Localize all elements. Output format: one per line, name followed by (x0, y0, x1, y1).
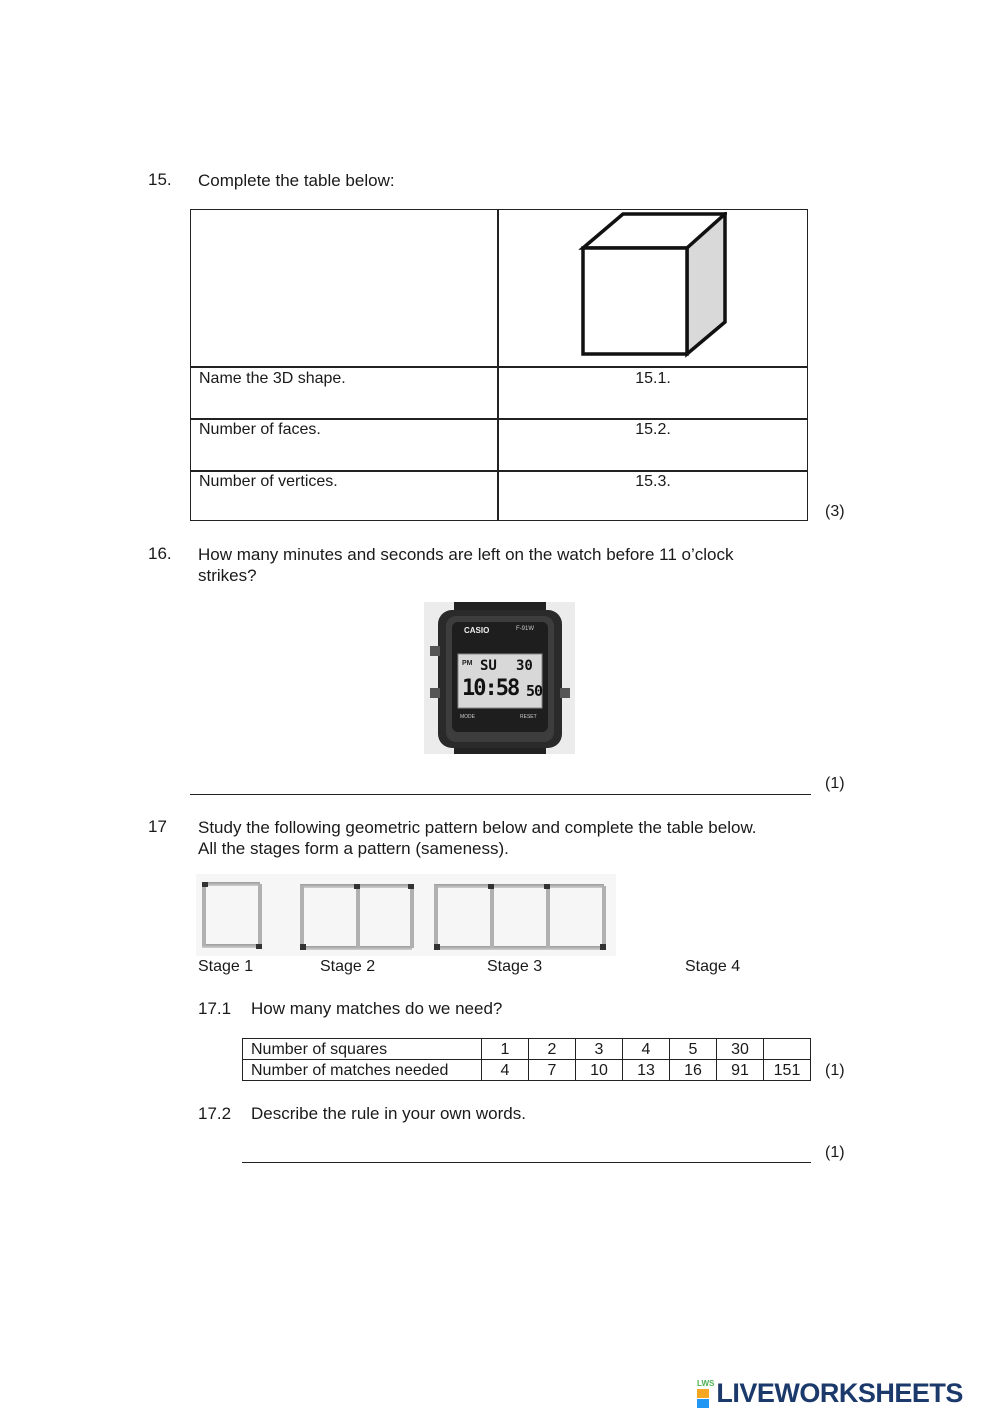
stage-1-label: Stage 1 (198, 958, 254, 975)
q16-answer-line[interactable] (190, 794, 811, 795)
q15-row2-label: Number of faces. (199, 421, 321, 438)
logo-text: LIVEWORKSHEETS (716, 1378, 963, 1408)
stage-2-label: Stage 2 (320, 958, 376, 975)
table-cell: 16 (670, 1060, 717, 1081)
watch-image (424, 602, 575, 754)
q15-row1-answer[interactable]: 15.1. (635, 370, 671, 387)
matches-table (242, 1038, 811, 1081)
q15-number: 15. (148, 170, 172, 189)
q17-1-marks: (1) (825, 1062, 845, 1079)
cube-drawing (577, 212, 727, 358)
table-cell: 13 (623, 1060, 670, 1081)
q16-marks: (1) (825, 775, 845, 792)
watch-brand: CASIO (464, 626, 490, 635)
table-cell: 1 (482, 1039, 529, 1060)
q15-row3-label: Number of vertices. (199, 473, 338, 490)
table-row (243, 1060, 811, 1081)
watch-model: F-91W (516, 626, 534, 632)
table-cell: 151 (764, 1060, 811, 1081)
table-cell: 91 (717, 1060, 764, 1081)
row1-header: Number of squares (243, 1039, 482, 1060)
liveworksheets-logo[interactable] (697, 1378, 963, 1409)
q17-prompt-line2: All the stages form a pattern (sameness). (198, 839, 509, 858)
q17-number: 17 (148, 817, 167, 836)
q15-marks: (3) (825, 503, 845, 520)
cube-front-face (583, 248, 687, 354)
table-row (243, 1039, 811, 1060)
logo-mark-icon (697, 1379, 714, 1408)
q17-1-prompt: How many matches do we need? (251, 999, 503, 1018)
stage-3-label: Stage 3 (487, 958, 543, 975)
logo-mark: LWS (697, 1379, 715, 1388)
row2-header: Number of matches needed (243, 1060, 482, 1081)
watch-day: SU (480, 658, 497, 674)
table-cell: 7 (529, 1060, 576, 1081)
q16-number: 16. (148, 544, 172, 563)
q15-prompt: Complete the table below: (198, 171, 395, 190)
watch-pm: PM (462, 660, 473, 667)
answer-cell[interactable] (764, 1039, 811, 1060)
q15-row1-label: Name the 3D shape. (199, 370, 346, 387)
table-cell: 4 (623, 1039, 670, 1060)
q15-row3-answer[interactable]: 15.3. (635, 473, 671, 490)
table-cell: 3 (576, 1039, 623, 1060)
q17-2-marks: (1) (825, 1144, 845, 1161)
watch-reset-label: RESET (520, 714, 537, 720)
table-cell: 30 (717, 1039, 764, 1060)
table-cell: 10 (576, 1060, 623, 1081)
q17-2-number: 17.2 (198, 1104, 232, 1123)
watch-mode-label: MODE (460, 714, 475, 720)
stage-4-label: Stage 4 (685, 958, 741, 975)
watch-time: 10:58 (462, 676, 519, 701)
q16-prompt-line1: How many minutes and seconds are left on the watch before 11 o’clock (198, 545, 734, 564)
watch-seconds: 50 (526, 682, 543, 700)
q17-2-answer-line[interactable] (242, 1162, 811, 1163)
table-cell: 2 (529, 1039, 576, 1060)
q17-1-number: 17.1 (198, 999, 232, 1018)
table-cell: 4 (482, 1060, 529, 1081)
q15-table (190, 209, 808, 521)
q15-row2-answer[interactable]: 15.2. (635, 421, 671, 438)
q17-2-prompt: Describe the rule in your own words. (251, 1104, 526, 1123)
watch-date: 30 (516, 658, 533, 674)
table-cell: 5 (670, 1039, 717, 1060)
matchstick-pattern (196, 874, 616, 956)
q16-prompt-line2: strikes? (198, 566, 257, 585)
q17-prompt-line1: Study the following geometric pattern below and complete the table below. (198, 818, 757, 837)
